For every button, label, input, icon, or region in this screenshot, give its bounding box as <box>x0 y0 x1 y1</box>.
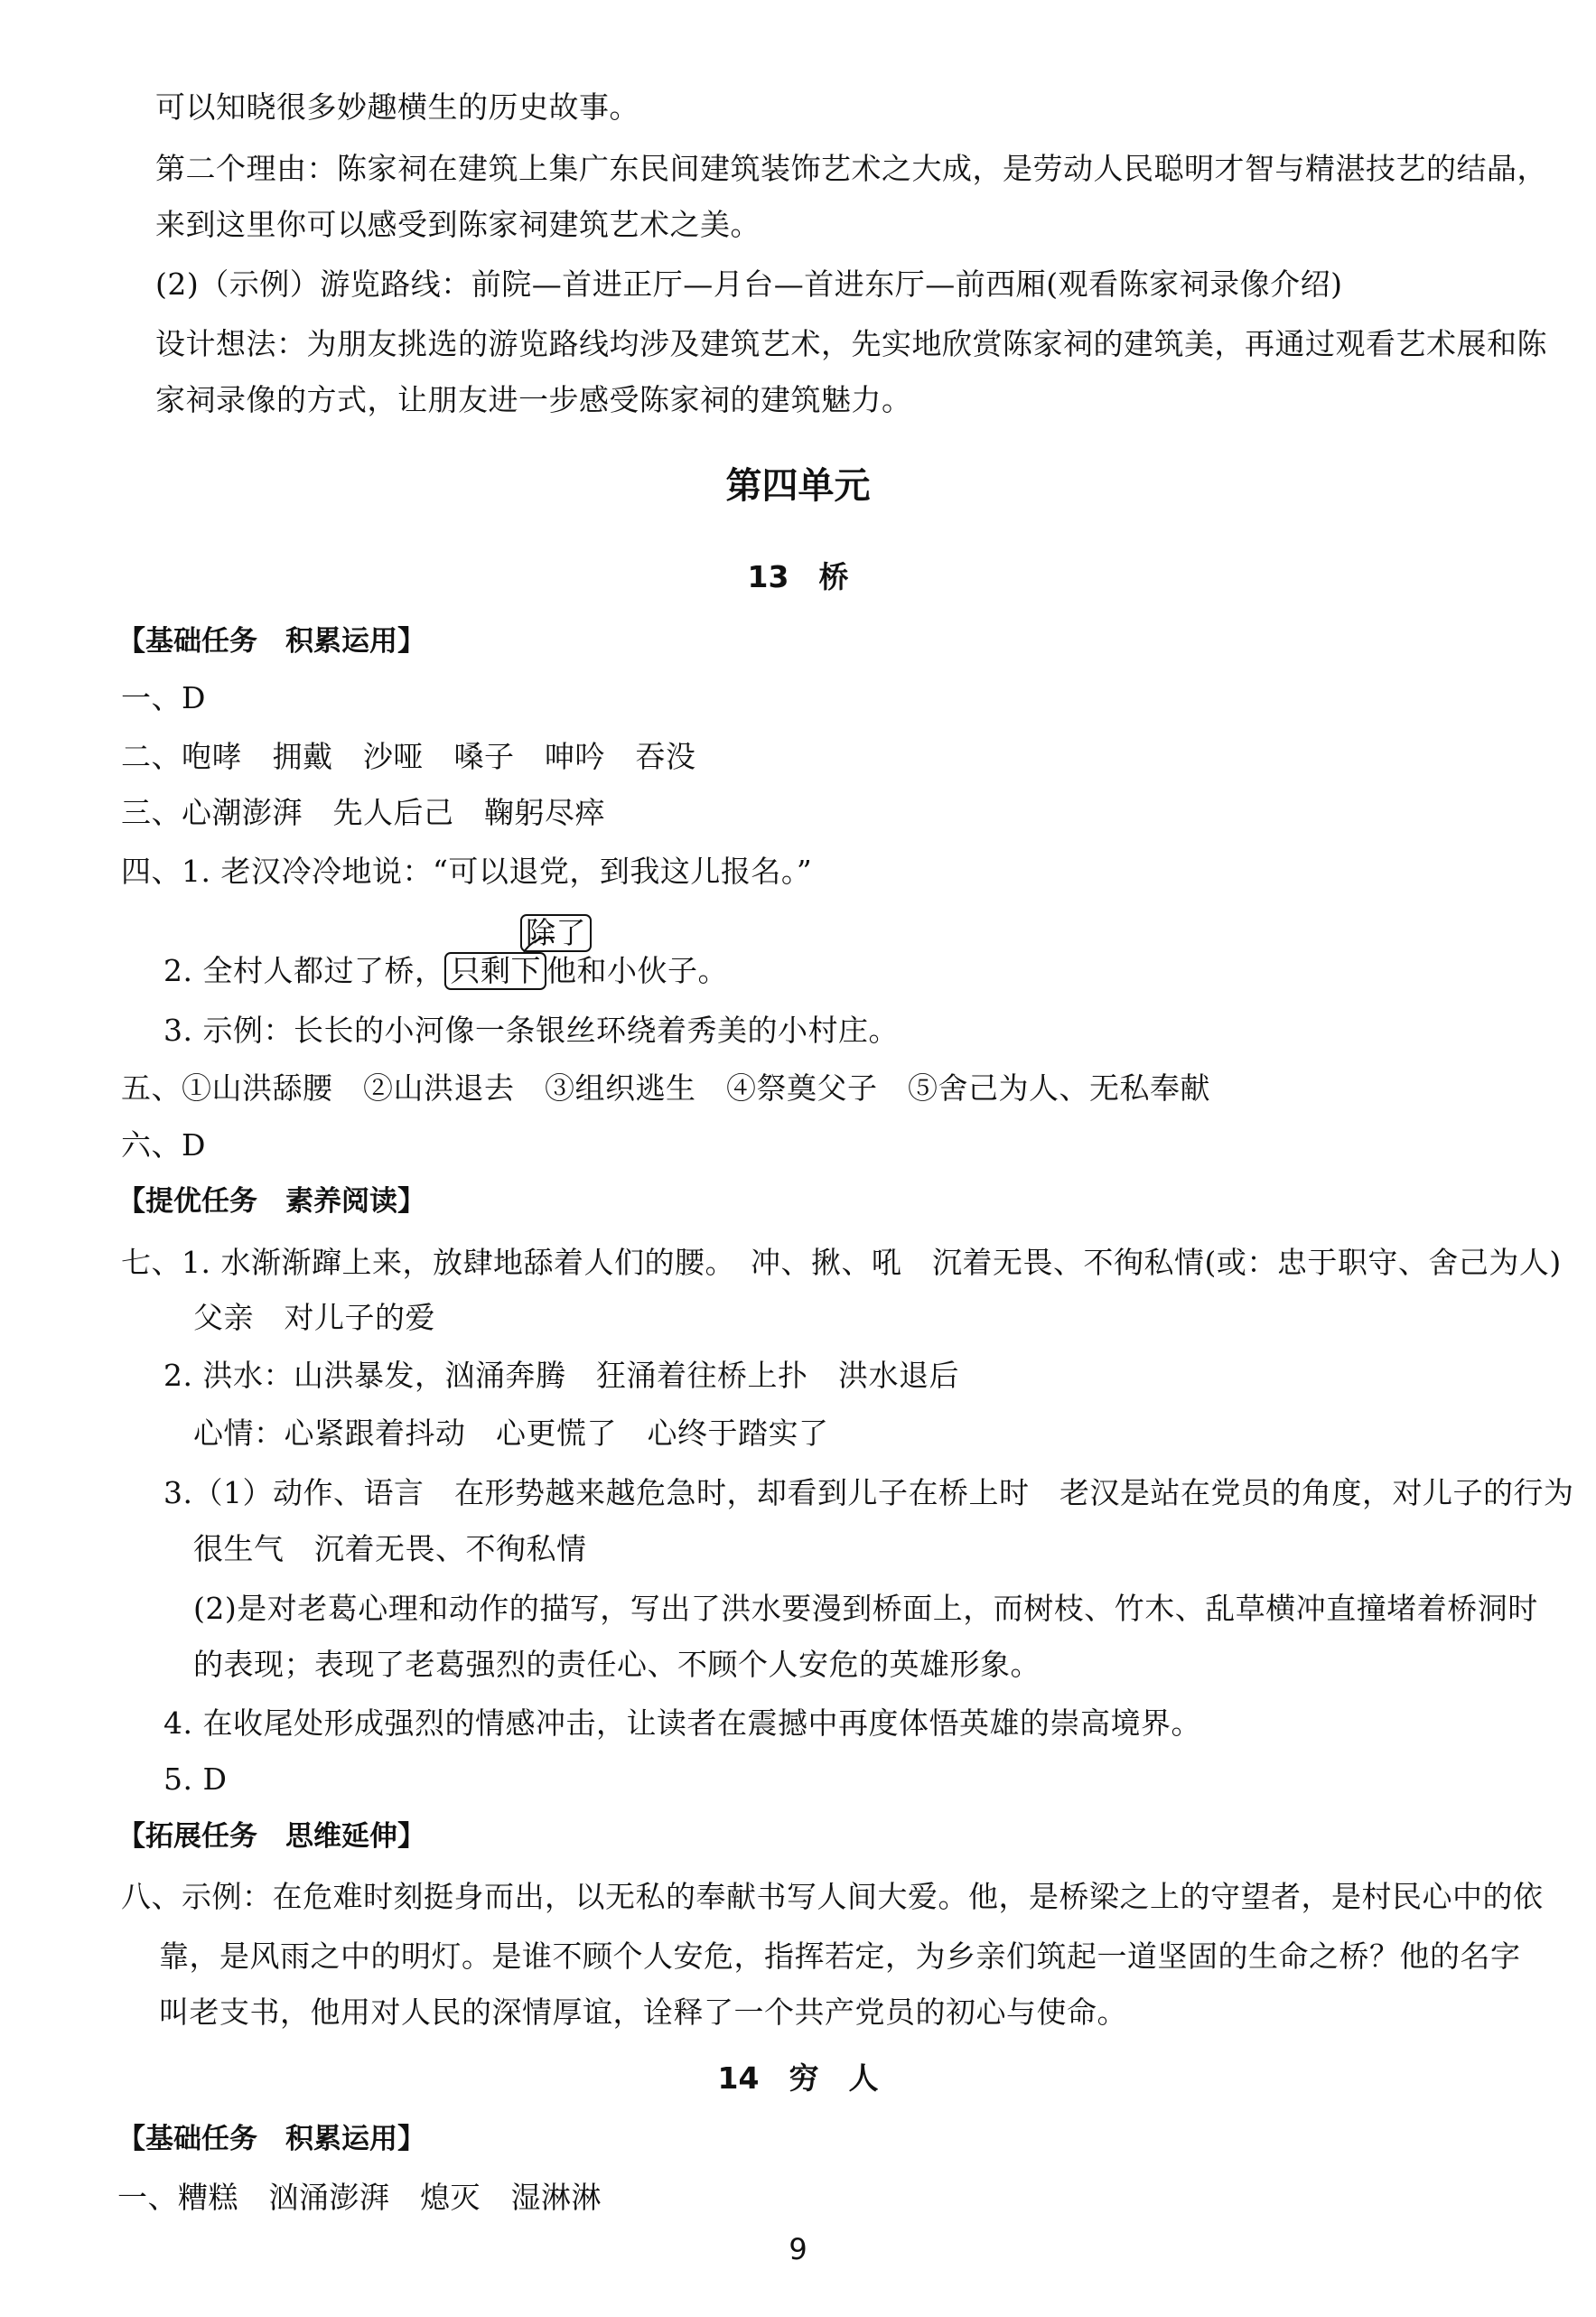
answer-7-1: 七、1. 水渐渐蹿上来，放肆地舔着人们的腰。 冲、揪、吼 沉着无畏、不徇私情(或：忠于职守、舍己为人) <box>121 1245 1562 1280</box>
intro-line-5: 设计想法：为朋友挑选的游览路线均涉及建筑艺术，先实地欣赏陈家祠的建筑美，再通过观看艺术展和陈 <box>155 326 1547 361</box>
answer-7-2b: 心情：心紧跟着抖动 心更慌了 心终于踏实了 <box>193 1415 829 1451</box>
section-extend-heading: 【拓展任务 思维延伸】 <box>117 1820 425 1853</box>
answer-8-2: 靠，是风雨之中的明灯。是谁不顾个人安危，指挥若定，为乡亲们筑起一道坚固的生命之桥？他的名字 <box>159 1939 1521 1974</box>
answer-3: 三、心潮澎湃 先人后己 鞠躬尽瘁 <box>121 795 605 830</box>
answer-6: 六、D <box>121 1127 206 1163</box>
unit-title: 第四单元 <box>725 465 871 507</box>
lesson-14-answer-1: 一、糟糕 汹涌澎湃 熄灭 湿淋淋 <box>117 2180 602 2215</box>
answer-7-3c: (2)是对老葛心理和动作的描写，写出了洪水要漫到桥面上，而树枝、竹木、乱草横冲直撞堵着桥洞时 <box>193 1591 1538 1626</box>
answer-5: 五、①山洪舔腰 ②山洪退去 ③组织逃生 ④祭奠父子 ⑤舍己为人、无私奉献 <box>121 1070 1210 1106</box>
answer-7-3d: 的表现；表现了老葛强烈的责任心、不顾个人安危的英雄形象。 <box>193 1647 1041 1682</box>
answer-7-4: 4. 在收尾处形成强烈的情感冲击，让读者在震撼中再度体悟英雄的崇高境界。 <box>163 1705 1201 1741</box>
answer-8-1: 八、示例：在危难时刻挺身而出，以无私的奉献书写人间大爱。他，是桥梁之上的守望者，是村民心中的依 <box>121 1879 1544 1914</box>
section-basic-heading-14: 【基础任务 积累运用】 <box>117 2123 425 2155</box>
answer-4-2-insert <box>520 914 592 952</box>
answer-4-2-insert-word: 除了 <box>520 914 592 952</box>
answer-7-3b: 很生气 沉着无畏、不徇私情 <box>193 1531 587 1566</box>
page-number: 9 <box>789 2232 807 2266</box>
answer-4-3: 3. 示例：长长的小河像一条银丝环绕着秀美的小村庄。 <box>163 1013 899 1048</box>
lesson-13-title: 13 桥 <box>747 559 849 594</box>
answer-4-2 <box>163 950 728 992</box>
intro-line-6: 家祠录像的方式，让朋友进一步感受陈家祠的建筑魅力。 <box>155 382 912 417</box>
intro-line-1: 可以知晓很多妙趣横生的历史故事。 <box>155 89 639 125</box>
lesson-14-title: 14 穷 人 <box>717 2060 879 2096</box>
answer-4-1: 四、1. 老汉冷冷地说：“可以退党，到我这儿报名。” <box>121 854 813 889</box>
answer-2: 二、咆哮 拥戴 沙哑 嗓子 呻吟 吞没 <box>121 739 696 774</box>
intro-line-3: 来到这里你可以感受到陈家祠建筑艺术之美。 <box>155 207 761 242</box>
answer-1: 一、D <box>121 680 206 715</box>
section-basic-heading: 【基础任务 积累运用】 <box>117 625 425 658</box>
answer-7-1b: 父亲 对儿子的爱 <box>193 1300 435 1335</box>
answer-4-2-prefix: 2. 全村人都过了桥， <box>163 953 445 988</box>
intro-line-2: 第二个理由：陈家祠在建筑上集广东民间建筑装饰艺术之大成，是劳动人民聪明才智与精湛技艺的结晶， <box>155 151 1547 186</box>
answer-4-2-suffix: 他和小伙子。 <box>546 953 728 988</box>
answer-4-2-boxed-word: 只剩下 <box>444 952 546 990</box>
answer-7-2: 2. 洪水：山洪暴发，汹涌奔腾 狂涌着往桥上扑 洪水退后 <box>163 1358 959 1393</box>
section-improve-heading: 【提优任务 素养阅读】 <box>117 1185 425 1218</box>
intro-line-4: (2)（示例）游览路线：前院—首进正厅—月台—首进东厅—前西厢(观看陈家祠录像介绍) <box>155 266 1343 302</box>
answer-7-5: 5. D <box>163 1761 228 1797</box>
answer-8-3: 叫老支书，他用对人民的深情厚谊，诠释了一个共产党员的初心与使命。 <box>159 1995 1127 2030</box>
answer-7-3: 3.（1）动作、语言 在形势越来越危急时，却看到儿子在桥上时 老汉是站在党员的角度，对儿子的行为 <box>163 1475 1574 1510</box>
